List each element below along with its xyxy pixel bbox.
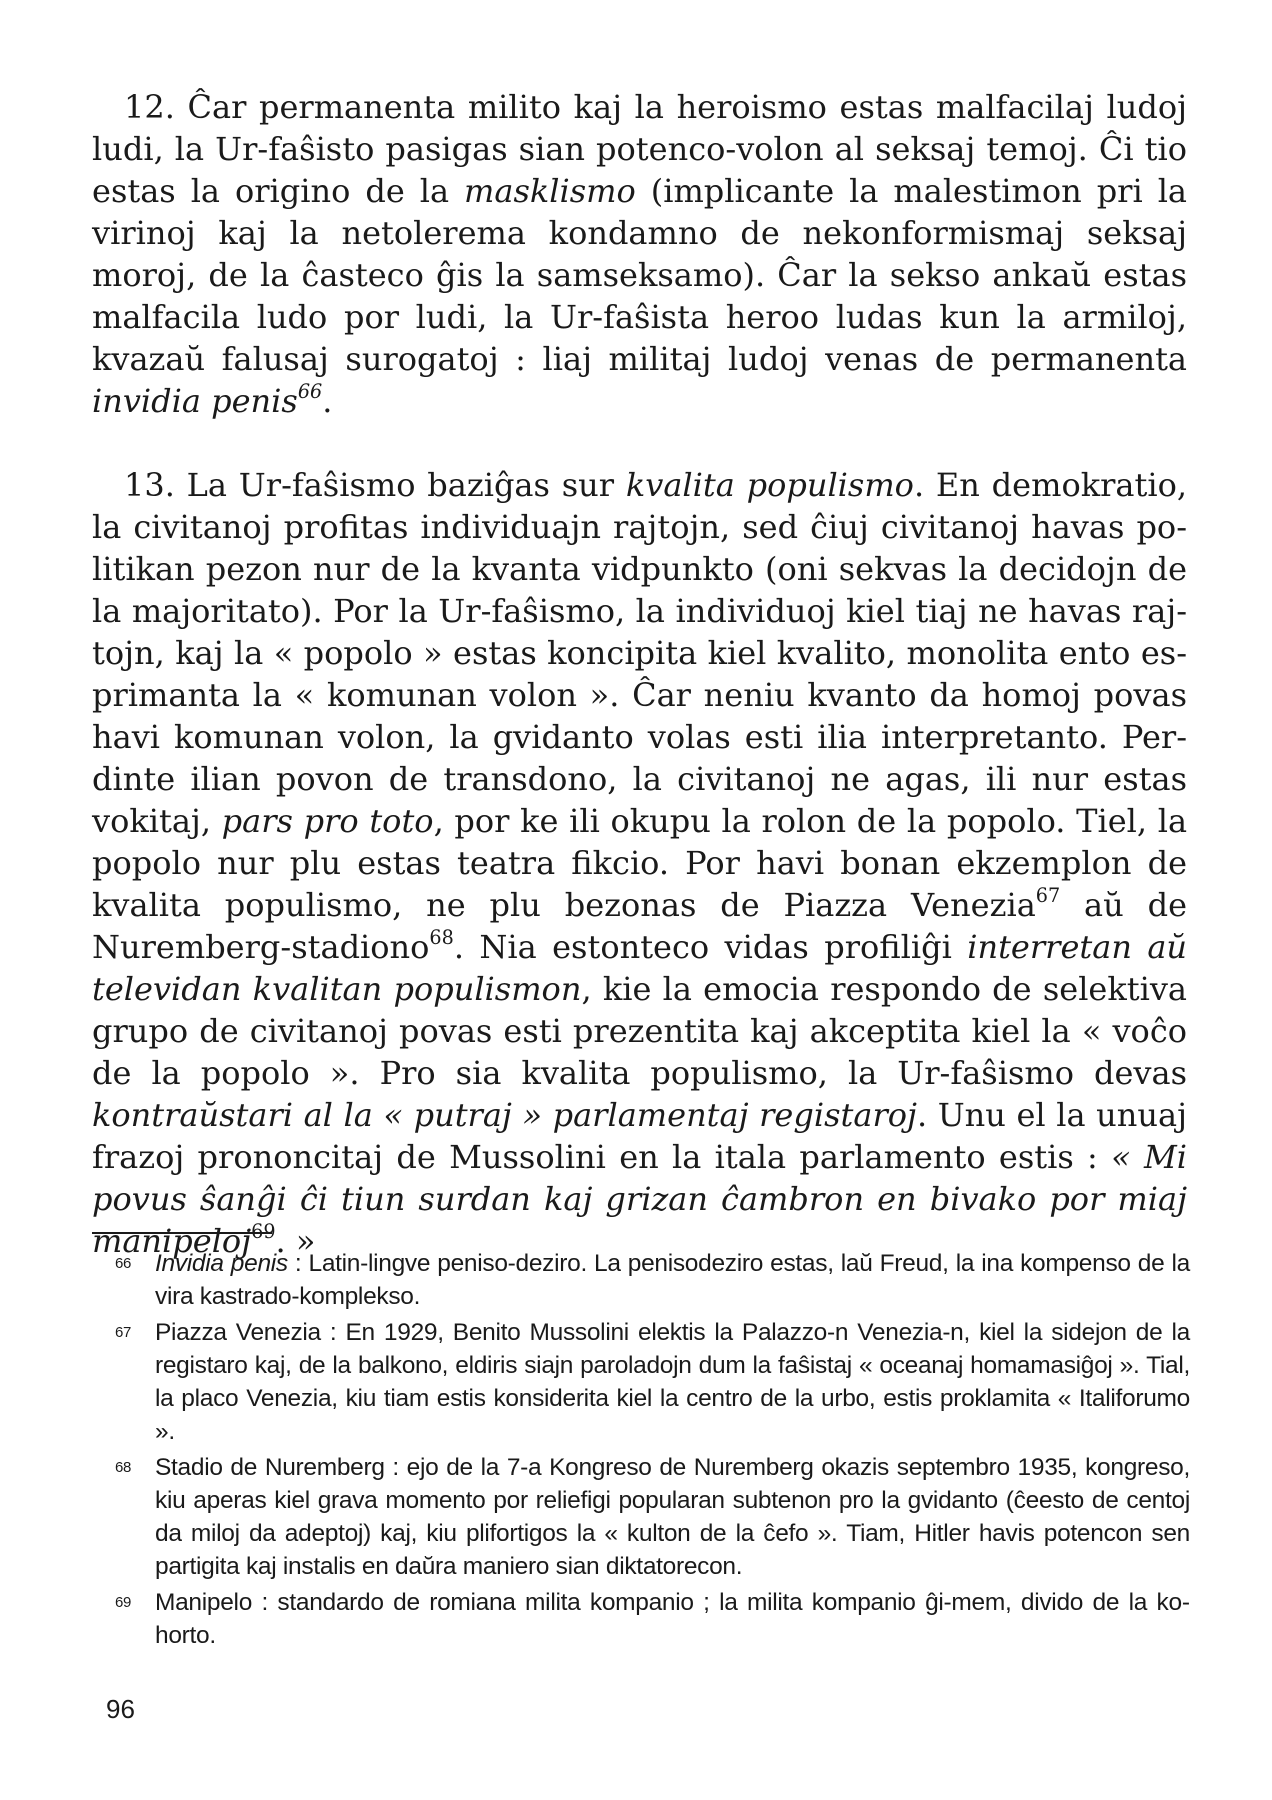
italic-text: invidia penis xyxy=(92,382,298,420)
footnotes xyxy=(115,1247,1190,1655)
italic-text: interretan aŭ televidan kvalitan populismon xyxy=(92,928,1188,1008)
text-run: . xyxy=(322,382,333,420)
text-run: . En demokratio, la civitanoj profitas individuajn rajtojn, sed ĉiuj civitanoj havas politikan pezon nur de la kvanta vidpunkto (oni sekvas la decidojn de la majoritato). Por la Ur-faŝismo, la individuoj kiel tiaj ne havas rajtojn, kaj la « popolo » estas koncipita kiel kvalito, monolita ento esprimanta la « komunan volon ». Ĉar neniu kvanto da homoj povas havi komunan volon, la gvidanto volas esti ilia interpretanto. Perdinte ilian povon de transdono, la civitanoj ne agas, ili nur estas vokitaj, xyxy=(92,466,1188,840)
footnote-text xyxy=(155,1451,1190,1583)
footnote-reference: 67 xyxy=(1035,884,1061,908)
italic-text: Invidia penis xyxy=(155,1250,288,1277)
footnote-number: 67 xyxy=(115,1324,132,1341)
footnote-reference: 66 xyxy=(297,380,323,404)
footnote-separator xyxy=(92,1232,272,1234)
text-run: (implicante la malestimon pri la virinoj kaj la netolerema kondamno de nekonformismaj seksaj moroj, de la ĉasteco ĝis la samseksamo). Ĉar la sekso ankaŭ estas malfacila ludo por ludi, la Ur-faŝista heroo ludas kun la armiloj, kvazaŭ falusaj surogatoj : liaj militaj ludoj venas de permanenta xyxy=(92,172,1188,378)
footnote-reference: 68 xyxy=(429,926,454,950)
text-run: 13. La Ur-faŝismo baziĝas sur xyxy=(124,466,626,504)
paragraph-13 xyxy=(92,464,1187,1262)
text-run: Stadio de Nuremberg : ejo de la 7-a Kongreso de Nuremberg okazis septembro 1935, kongreso, kiu aperas kiel grava momento por reliefigi popularan subtenon pro la gvidanto (ĉeesto de centoj da miloj da adeptoj) kaj, kiu plifortigos la « kulton de la ĉefo ». Tiam, Hitler havis potencon sen partigita kaj instalis en daŭra maniero sian diktatorecon. xyxy=(155,1454,1190,1580)
text-run: aŭ de Nuremberg-stadiono xyxy=(92,886,1188,966)
paragraph-12 xyxy=(92,86,1187,422)
italic-text: kontraŭstari al la « putraj » parlamentaj registaroj xyxy=(92,1096,917,1134)
footnote-number: 68 xyxy=(115,1459,132,1476)
text-run: : Latin-lingve peniso-deziro. La penisodeziro estas, laŭ Freud, la ina kompenso de la vira kastrado-komplekso. xyxy=(155,1250,1190,1310)
footnote-68 xyxy=(115,1451,1190,1583)
footnote-69 xyxy=(115,1586,1190,1652)
text-run: . » xyxy=(275,1222,316,1260)
page-number: 96 xyxy=(106,1694,135,1724)
footnote-66 xyxy=(115,1247,1190,1313)
footnote-reference: 69 xyxy=(251,1220,276,1244)
text-run: . Unu el la unuaj frazoj prononcitaj de Mussolini en la itala parlamento estis : xyxy=(92,1096,1188,1176)
footnote-number: 66 xyxy=(115,1255,132,1272)
italic-text: masklismo xyxy=(464,172,636,210)
text-run: , por ke ili okupu la rolon de la popolo. Tiel, la popolo nur plu estas teatra fikcio. Por havi bonan ekzemplon de kvalita populismo, ne plu bezonas de Piazza Venezia xyxy=(92,802,1188,924)
footnote-text xyxy=(155,1247,1190,1313)
text-run: . Nia estonteco vidas profiliĝi xyxy=(453,928,968,966)
text-run: Piazza Venezia : En 1929, Benito Mussolini elektis la Palazzo-n Venezia-n, kiel la sidejon de la registaro kaj, de la balkono, eldiris siajn paroladojn dum la faŝistaj « oceanaj homamasiĝoj ». Tial, la placo Venezia, kiu tiam estis konsiderita kiel la centro de la urbo, estis proklamita « Italiforumo ». xyxy=(155,1319,1190,1445)
footnote-number: 69 xyxy=(115,1594,132,1611)
footnote-67 xyxy=(115,1316,1190,1448)
footnote-text xyxy=(155,1586,1190,1652)
text-run: 12. Ĉar permanenta milito kaj la heroismo estas malfacilaj ludoj ludi, la Ur-faŝisto pasigas sian potenco-volon al seksaj temoj. Ĉi tio estas la origino de la xyxy=(92,88,1187,210)
text-run: , kie la emocia respondo de selektiva grupo de civitanoj povas esti prezentita kaj akceptita kiel la « voĉo de la popolo ». Pro sia kvalita populismo, la Ur-faŝismo devas xyxy=(92,970,1188,1092)
main-text xyxy=(92,86,1187,1262)
italic-text: pars pro toto xyxy=(221,802,434,840)
italic-text: « Mi povus ŝanĝi ĉi tiun surdan kaj grizan ĉambron en bivako por miaj manipeloj xyxy=(92,1138,1188,1260)
text-run: Manipelo : standardo de romiana milita kompanio ; la milita kompanio ĝi-mem, divido de la kohorto. xyxy=(155,1589,1190,1649)
footnote-text xyxy=(155,1316,1190,1448)
italic-text: kvalita populismo xyxy=(625,466,914,504)
